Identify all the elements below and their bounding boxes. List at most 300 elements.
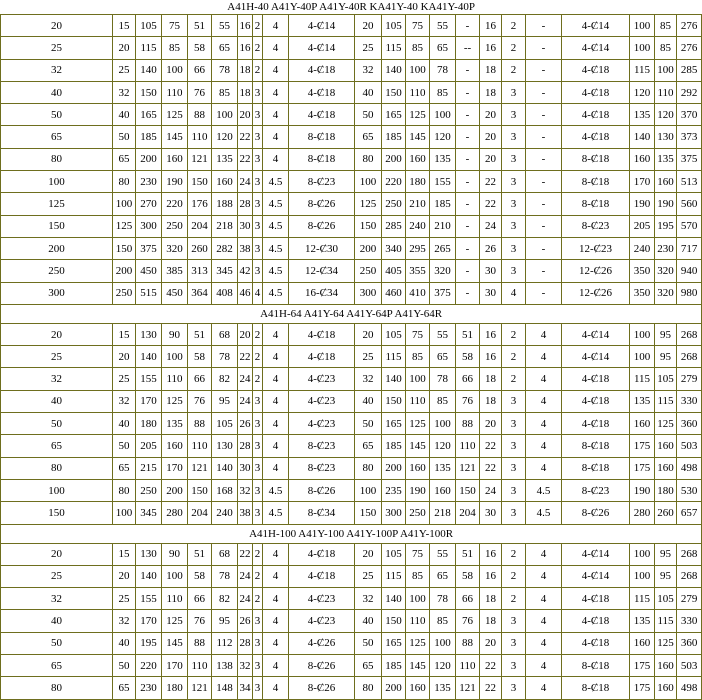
table-cell: - — [526, 237, 562, 259]
table-cell: 88 — [456, 413, 480, 435]
table-cell: 155 — [430, 171, 456, 193]
table-cell: 80 — [113, 479, 136, 501]
table-cell: 4-Ȼ18 — [562, 368, 630, 390]
table-cell: 24 — [480, 215, 502, 237]
table-cell: 4.5 — [263, 171, 289, 193]
table-cell: 285 — [677, 59, 702, 81]
table-cell: 4 — [526, 543, 562, 565]
table-row — [1, 655, 702, 677]
table-cell: 115 — [655, 390, 677, 412]
table-cell: 4 — [526, 368, 562, 390]
table-cell: 204 — [456, 502, 480, 524]
table-cell: 138 — [212, 655, 238, 677]
table-cell: 410 — [406, 282, 430, 304]
table-cell: 140 — [212, 457, 238, 479]
table-cell: 240 — [406, 215, 430, 237]
table-cell: 4 — [263, 543, 289, 565]
table-cell: 498 — [677, 677, 702, 699]
table-cell: 4-Ȼ23 — [289, 368, 355, 390]
table-cell: 125 — [406, 104, 430, 126]
table-row — [1, 37, 702, 59]
table-cell: 4 — [526, 588, 562, 610]
table-cell: 80 — [113, 171, 136, 193]
nominal-size-cell: 32 — [1, 368, 113, 390]
table-cell: 160 — [655, 677, 677, 699]
table-cell: 4.5 — [263, 282, 289, 304]
table-cell: 112 — [212, 632, 238, 654]
table-cell: 95 — [212, 610, 238, 632]
table-cell: 85 — [655, 15, 677, 37]
table-cell: 4-Ȼ23 — [289, 413, 355, 435]
table-cell: 4-Ȼ18 — [562, 413, 630, 435]
table-cell: 51 — [188, 543, 212, 565]
table-cell: 513 — [677, 171, 702, 193]
table-cell: 65 — [355, 126, 382, 148]
table-cell: 4 — [263, 81, 289, 103]
table-cell: 4 — [526, 323, 562, 345]
table-cell: 145 — [406, 655, 430, 677]
table-cell: 210 — [406, 193, 430, 215]
table-cell: 2 — [502, 565, 526, 587]
nominal-size-cell: 50 — [1, 413, 113, 435]
table-cell: 3 — [502, 677, 526, 699]
table-cell: 276 — [677, 37, 702, 59]
table-row — [1, 260, 702, 282]
table-cell: 65 — [355, 435, 382, 457]
table-cell: 125 — [162, 390, 188, 412]
table-cell: 58 — [456, 565, 480, 587]
table-cell: 85 — [212, 81, 238, 103]
table-cell: 8-Ȼ18 — [562, 193, 630, 215]
table-cell: 18 — [480, 59, 502, 81]
table-cell: 130 — [212, 435, 238, 457]
table-cell: 110 — [188, 655, 212, 677]
table-cell: 373 — [677, 126, 702, 148]
table-cell: 20 — [113, 346, 136, 368]
table-cell: 8-Ȼ23 — [562, 479, 630, 501]
table-cell: 65 — [355, 655, 382, 677]
nominal-size-cell: 20 — [1, 543, 113, 565]
table-cell: 105 — [212, 413, 238, 435]
table-cell: - — [456, 81, 480, 103]
table-cell: 375 — [430, 282, 456, 304]
table-cell: 160 — [430, 479, 456, 501]
table-row — [1, 59, 702, 81]
table-cell: 115 — [630, 588, 655, 610]
table-cell: 160 — [630, 148, 655, 170]
table-cell: 100 — [162, 59, 188, 81]
table-cell: 58 — [188, 565, 212, 587]
table-cell: 100 — [212, 104, 238, 126]
table-cell: 280 — [630, 502, 655, 524]
table-cell: 110 — [162, 588, 188, 610]
table-cell: 250 — [136, 479, 162, 501]
table-cell: 100 — [406, 59, 430, 81]
table-cell: 4 — [263, 323, 289, 345]
section-title: A41H-40 A41Y-40P A41Y-40R KA41Y-40 KA41Y-40P — [1, 0, 702, 15]
table-cell: 76 — [188, 610, 212, 632]
table-cell: 4 — [526, 457, 562, 479]
table-cell: 58 — [188, 346, 212, 368]
table-cell: 4 — [526, 390, 562, 412]
table-cell: 3 — [502, 260, 526, 282]
table-cell: 195 — [655, 215, 677, 237]
table-cell: 3 — [253, 193, 263, 215]
table-cell: 3 — [253, 610, 263, 632]
table-cell: 22 — [480, 677, 502, 699]
table-cell: 3 — [253, 502, 263, 524]
table-cell: 270 — [136, 193, 162, 215]
table-cell: 268 — [677, 543, 702, 565]
table-cell: 125 — [406, 632, 430, 654]
table-cell: 4-Ȼ14 — [562, 323, 630, 345]
table-cell: 3 — [253, 215, 263, 237]
table-cell: 190 — [630, 479, 655, 501]
table-cell: 75 — [406, 15, 430, 37]
table-cell: 200 — [382, 148, 406, 170]
table-cell: 22 — [480, 457, 502, 479]
table-cell: 115 — [630, 368, 655, 390]
table-cell: 3 — [502, 148, 526, 170]
table-cell: 110 — [406, 610, 430, 632]
table-cell: 160 — [406, 148, 430, 170]
table-row — [1, 282, 702, 304]
table-cell: 220 — [136, 655, 162, 677]
table-cell: 121 — [188, 677, 212, 699]
table-cell: 4-Ȼ18 — [562, 81, 630, 103]
table-cell: 50 — [355, 632, 382, 654]
table-cell: 75 — [406, 323, 430, 345]
table-cell: 28 — [238, 632, 253, 654]
table-cell: 140 — [630, 126, 655, 148]
table-cell: 100 — [406, 368, 430, 390]
nominal-size-cell: 32 — [1, 588, 113, 610]
table-cell: 51 — [188, 15, 212, 37]
table-cell: 110 — [188, 126, 212, 148]
table-cell: - — [526, 282, 562, 304]
table-cell: 25 — [355, 37, 382, 59]
nominal-size-cell: 125 — [1, 193, 113, 215]
table-row — [1, 632, 702, 654]
table-cell: 185 — [382, 126, 406, 148]
table-cell: 4-Ȼ14 — [289, 37, 355, 59]
table-cell: 55 — [212, 15, 238, 37]
table-cell: 40 — [113, 632, 136, 654]
table-cell: 230 — [655, 237, 677, 259]
table-cell: 200 — [355, 237, 382, 259]
table-cell: 175 — [630, 655, 655, 677]
table-cell: 375 — [136, 237, 162, 259]
table-cell: 4 — [263, 37, 289, 59]
table-cell: 40 — [355, 610, 382, 632]
nominal-size-cell: 32 — [1, 59, 113, 81]
table-cell: 90 — [162, 323, 188, 345]
table-cell: 50 — [113, 435, 136, 457]
table-cell: 88 — [188, 413, 212, 435]
table-cell: 135 — [630, 610, 655, 632]
nominal-size-cell: 65 — [1, 435, 113, 457]
table-cell: 657 — [677, 502, 702, 524]
table-cell: 292 — [677, 81, 702, 103]
table-cell: 180 — [162, 677, 188, 699]
table-cell: 3 — [502, 193, 526, 215]
table-cell: 8-Ȼ26 — [289, 479, 355, 501]
table-row — [1, 543, 702, 565]
table-cell: 4 — [263, 104, 289, 126]
table-cell: 32 — [355, 368, 382, 390]
table-cell: 65 — [113, 457, 136, 479]
table-cell: 38 — [238, 237, 253, 259]
table-cell: 370 — [677, 104, 702, 126]
nominal-size-cell: 20 — [1, 323, 113, 345]
table-cell: 2 — [253, 543, 263, 565]
table-row — [1, 502, 702, 524]
table-cell: 3 — [253, 677, 263, 699]
table-cell: 345 — [212, 260, 238, 282]
table-cell: 80 — [355, 148, 382, 170]
table-cell: 498 — [677, 457, 702, 479]
table-cell: - — [456, 282, 480, 304]
table-cell: 300 — [355, 282, 382, 304]
table-cell: 115 — [630, 59, 655, 81]
table-cell: 100 — [355, 171, 382, 193]
nominal-size-cell: 80 — [1, 457, 113, 479]
table-cell: 8-Ȼ26 — [289, 215, 355, 237]
table-cell: 24 — [238, 171, 253, 193]
table-cell: 313 — [188, 260, 212, 282]
table-cell: 3 — [253, 126, 263, 148]
table-cell: 4-Ȼ18 — [289, 323, 355, 345]
table-cell: 40 — [113, 104, 136, 126]
table-cell: 120 — [212, 126, 238, 148]
table-cell: 165 — [382, 413, 406, 435]
table-cell: 4-Ȼ23 — [289, 610, 355, 632]
table-cell: 20 — [113, 37, 136, 59]
table-cell: 8-Ȼ18 — [562, 457, 630, 479]
table-cell: 279 — [677, 588, 702, 610]
table-cell: 100 — [630, 323, 655, 345]
table-cell: 4.5 — [263, 193, 289, 215]
table-cell: 34 — [238, 677, 253, 699]
table-body — [1, 0, 702, 699]
table-cell: 58 — [456, 346, 480, 368]
table-cell: 40 — [355, 390, 382, 412]
table-cell: 100 — [630, 15, 655, 37]
table-cell: 150 — [382, 390, 406, 412]
table-cell: 115 — [655, 610, 677, 632]
table-cell: 4 — [263, 435, 289, 457]
table-cell: - — [526, 260, 562, 282]
table-cell: 300 — [382, 502, 406, 524]
table-cell: - — [456, 215, 480, 237]
table-cell: 330 — [677, 610, 702, 632]
table-cell: 105 — [655, 368, 677, 390]
table-cell: 2 — [502, 368, 526, 390]
table-cell: 160 — [162, 148, 188, 170]
table-cell: 276 — [677, 15, 702, 37]
table-cell: 65 — [113, 148, 136, 170]
table-cell: 88 — [188, 104, 212, 126]
section-title: A41H-100 A41Y-100 A41Y-100P A41Y-100R — [1, 524, 702, 543]
table-cell: 4-Ȼ18 — [562, 104, 630, 126]
table-cell: 115 — [382, 346, 406, 368]
table-cell: 190 — [406, 479, 430, 501]
table-cell: 235 — [382, 479, 406, 501]
table-cell: 110 — [162, 368, 188, 390]
table-cell: 3 — [253, 457, 263, 479]
table-cell: 38 — [238, 502, 253, 524]
table-cell: 230 — [136, 677, 162, 699]
table-cell: 100 — [406, 588, 430, 610]
nominal-size-cell: 250 — [1, 260, 113, 282]
table-cell: 16 — [480, 565, 502, 587]
table-cell: 4-Ȼ18 — [562, 610, 630, 632]
table-cell: 160 — [655, 655, 677, 677]
table-cell: 160 — [630, 632, 655, 654]
table-cell: 22 — [238, 346, 253, 368]
table-cell: 3 — [502, 457, 526, 479]
table-cell: 160 — [406, 677, 430, 699]
table-cell: 8-Ȼ18 — [562, 655, 630, 677]
table-cell: 25 — [113, 59, 136, 81]
table-cell: 4-Ȼ14 — [562, 565, 630, 587]
table-cell: 8-Ȼ34 — [289, 502, 355, 524]
table-cell: - — [456, 237, 480, 259]
table-cell: 355 — [406, 260, 430, 282]
table-cell: 340 — [382, 237, 406, 259]
table-cell: 25 — [355, 346, 382, 368]
nominal-size-cell: 50 — [1, 632, 113, 654]
table-cell: 4 — [263, 413, 289, 435]
table-cell: 32 — [238, 655, 253, 677]
table-cell: 15 — [113, 15, 136, 37]
table-cell: 175 — [630, 435, 655, 457]
table-row — [1, 81, 702, 103]
table-cell: 450 — [162, 282, 188, 304]
table-cell: 58 — [188, 37, 212, 59]
table-cell: 100 — [355, 479, 382, 501]
table-cell: 12-Ȼ26 — [562, 282, 630, 304]
table-cell: 20 — [238, 104, 253, 126]
table-row — [1, 413, 702, 435]
table-cell: 2 — [253, 588, 263, 610]
table-cell: 4.5 — [263, 237, 289, 259]
table-cell: 120 — [430, 655, 456, 677]
table-cell: 160 — [212, 171, 238, 193]
table-cell: 350 — [630, 260, 655, 282]
table-cell: 460 — [382, 282, 406, 304]
table-cell: 100 — [162, 346, 188, 368]
table-cell: 18 — [480, 588, 502, 610]
table-cell: 180 — [655, 479, 677, 501]
table-cell: 15 — [113, 543, 136, 565]
table-cell: 85 — [430, 81, 456, 103]
table-cell: 2 — [253, 323, 263, 345]
nominal-size-cell: 80 — [1, 148, 113, 170]
table-cell: 4-Ȼ18 — [562, 126, 630, 148]
table-cell: 282 — [212, 237, 238, 259]
table-cell: 145 — [162, 632, 188, 654]
table-cell: 3 — [253, 81, 263, 103]
table-cell: 155 — [136, 588, 162, 610]
table-cell: 121 — [188, 457, 212, 479]
table-row — [1, 171, 702, 193]
table-cell: 218 — [212, 215, 238, 237]
nominal-size-cell: 40 — [1, 610, 113, 632]
table-cell: 3 — [253, 435, 263, 457]
table-row — [1, 565, 702, 587]
table-cell: 110 — [456, 655, 480, 677]
table-cell: 135 — [655, 148, 677, 170]
table-cell: 204 — [188, 215, 212, 237]
table-cell: 140 — [382, 368, 406, 390]
table-cell: 280 — [162, 502, 188, 524]
table-cell: 4.5 — [263, 479, 289, 501]
table-cell: 78 — [212, 59, 238, 81]
table-cell: - — [526, 81, 562, 103]
table-cell: 95 — [212, 390, 238, 412]
table-cell: 4-Ȼ14 — [562, 15, 630, 37]
table-cell: 135 — [430, 148, 456, 170]
table-cell: 88 — [188, 632, 212, 654]
table-cell: 28 — [238, 435, 253, 457]
table-cell: 3 — [253, 260, 263, 282]
table-cell: 95 — [655, 565, 677, 587]
table-cell: 4 — [526, 610, 562, 632]
table-cell: 50 — [355, 413, 382, 435]
table-cell: 100 — [630, 565, 655, 587]
table-cell: 82 — [212, 588, 238, 610]
table-cell: - — [456, 193, 480, 215]
table-cell: 105 — [382, 15, 406, 37]
table-cell: 185 — [430, 193, 456, 215]
table-cell: 20 — [355, 323, 382, 345]
table-cell: 32 — [113, 81, 136, 103]
table-cell: 12-Ȼ26 — [562, 260, 630, 282]
table-cell: 30 — [480, 260, 502, 282]
table-cell: 4 — [263, 15, 289, 37]
table-row — [1, 368, 702, 390]
table-cell: 3 — [253, 148, 263, 170]
table-cell: 46 — [238, 282, 253, 304]
table-cell: 30 — [238, 215, 253, 237]
table-cell: 140 — [136, 565, 162, 587]
table-cell: 30 — [480, 282, 502, 304]
table-cell: 148 — [212, 677, 238, 699]
table-cell: 717 — [677, 237, 702, 259]
table-cell: 135 — [630, 390, 655, 412]
table-cell: 4 — [263, 610, 289, 632]
table-cell: 85 — [430, 610, 456, 632]
table-cell: 408 — [212, 282, 238, 304]
table-cell: 3 — [253, 237, 263, 259]
table-cell: 385 — [162, 260, 188, 282]
table-cell: 220 — [382, 171, 406, 193]
table-cell: 130 — [655, 126, 677, 148]
table-cell: 32 — [355, 588, 382, 610]
table-cell: 51 — [456, 323, 480, 345]
table-cell: 2 — [253, 15, 263, 37]
table-cell: 3 — [502, 171, 526, 193]
table-row — [1, 193, 702, 215]
table-cell: 85 — [655, 37, 677, 59]
table-cell: 125 — [655, 632, 677, 654]
table-cell: 80 — [355, 677, 382, 699]
table-cell: 18 — [480, 610, 502, 632]
table-cell: 3 — [502, 479, 526, 501]
table-cell: 250 — [355, 260, 382, 282]
section-header-row — [1, 0, 702, 15]
